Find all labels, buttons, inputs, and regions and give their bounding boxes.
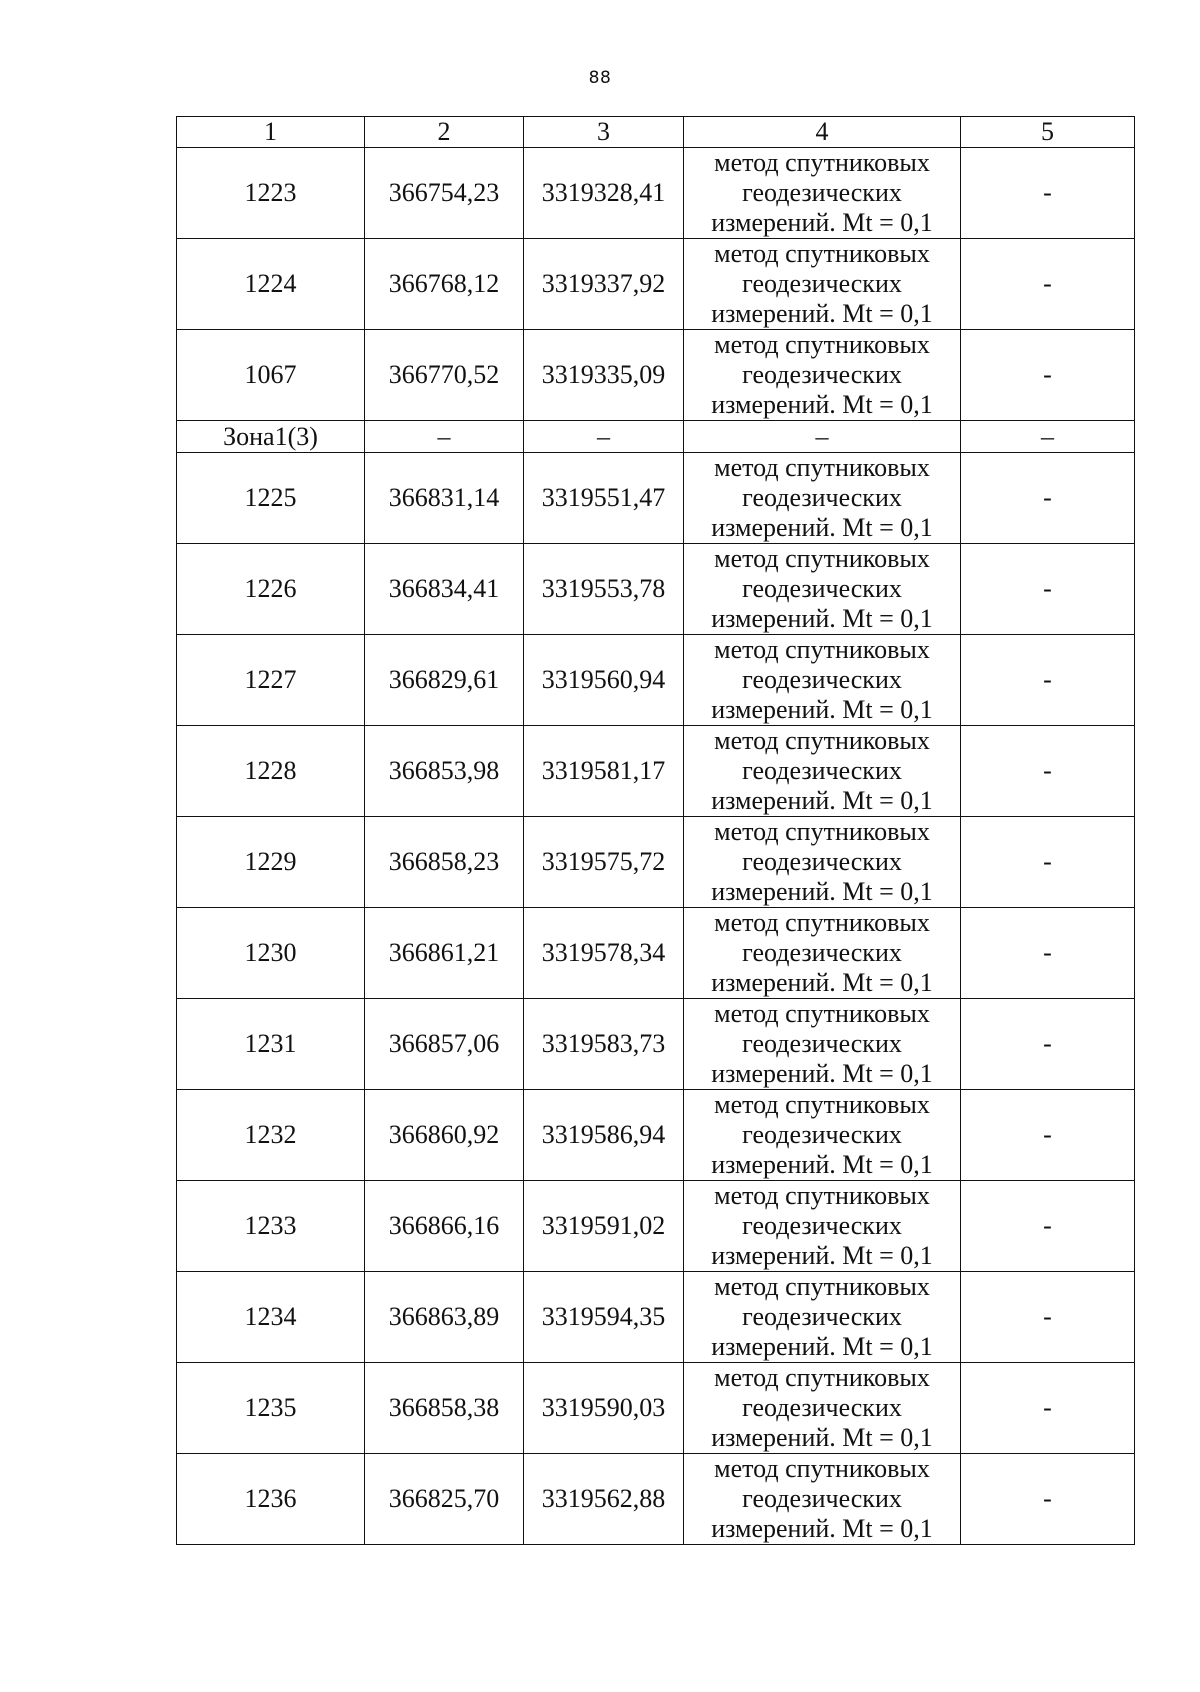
header-row xyxy=(177,117,1135,148)
description-cell: - xyxy=(961,1181,1135,1272)
table-row xyxy=(177,1454,1135,1545)
description-cell: - xyxy=(961,1272,1135,1363)
description-cell: - xyxy=(961,330,1135,421)
point-number-cell: 1232 xyxy=(177,1090,365,1181)
method-cell: метод спутниковых геодезических измерений. Mt = 0,1 xyxy=(684,1181,961,1272)
x-coordinate-cell: 366866,16 xyxy=(365,1181,524,1272)
method-cell: метод спутниковых геодезических измерений. Mt = 0,1 xyxy=(684,1363,961,1454)
description-cell: - xyxy=(961,1090,1135,1181)
description-cell: - xyxy=(961,635,1135,726)
x-coordinate-cell: 366858,38 xyxy=(365,1363,524,1454)
x-coordinate-cell: 366857,06 xyxy=(365,999,524,1090)
point-number-cell: 1233 xyxy=(177,1181,365,1272)
point-number-cell: 1067 xyxy=(177,330,365,421)
y-coordinate-cell: 3319590,03 xyxy=(524,1363,684,1454)
method-cell: метод спутниковых геодезических измерений. Mt = 0,1 xyxy=(684,1090,961,1181)
table-row xyxy=(177,544,1135,635)
method-cell: метод спутниковых геодезических измерений. Mt = 0,1 xyxy=(684,817,961,908)
description-cell: - xyxy=(961,544,1135,635)
x-coordinate-cell: 366831,14 xyxy=(365,453,524,544)
coordinates-table xyxy=(176,116,1135,1545)
table-row xyxy=(177,999,1135,1090)
point-number-cell: 1235 xyxy=(177,1363,365,1454)
y-coordinate-cell: 3319328,41 xyxy=(524,148,684,239)
point-number-cell: 1234 xyxy=(177,1272,365,1363)
table-row xyxy=(177,1363,1135,1454)
method-cell: метод спутниковых геодезических измерений. Mt = 0,1 xyxy=(684,148,961,239)
y-coordinate-cell: 3319594,35 xyxy=(524,1272,684,1363)
x-coordinate-cell: 366861,21 xyxy=(365,908,524,999)
description-cell: - xyxy=(961,726,1135,817)
table-row xyxy=(177,726,1135,817)
method-cell: метод спутниковых геодезических измерений. Mt = 0,1 xyxy=(684,544,961,635)
table-body xyxy=(177,148,1135,1545)
method-cell: метод спутниковых геодезических измерений. Mt = 0,1 xyxy=(684,330,961,421)
description-cell: - xyxy=(961,148,1135,239)
x-coordinate-cell: 366770,52 xyxy=(365,330,524,421)
y-coordinate-cell: 3319553,78 xyxy=(524,544,684,635)
description-cell: - xyxy=(961,908,1135,999)
point-number-cell: 1236 xyxy=(177,1454,365,1545)
method-cell: метод спутниковых геодезических измерений. Mt = 0,1 xyxy=(684,908,961,999)
y-coordinate-cell: 3319560,94 xyxy=(524,635,684,726)
table-row xyxy=(177,635,1135,726)
x-coordinate-cell: 366858,23 xyxy=(365,817,524,908)
method-cell: – xyxy=(684,421,961,453)
page-number: 88 xyxy=(588,68,612,88)
y-coordinate-cell: 3319581,17 xyxy=(524,726,684,817)
y-coordinate-cell: 3319562,88 xyxy=(524,1454,684,1545)
x-coordinate-cell: 366754,23 xyxy=(365,148,524,239)
y-coordinate-cell: 3319578,34 xyxy=(524,908,684,999)
point-number-cell: 1227 xyxy=(177,635,365,726)
table-row xyxy=(177,239,1135,330)
table-row xyxy=(177,1090,1135,1181)
point-number-cell: 1230 xyxy=(177,908,365,999)
description-cell: - xyxy=(961,1454,1135,1545)
column-header-method: 4 xyxy=(684,117,961,148)
column-header-y: 3 xyxy=(524,117,684,148)
method-cell: метод спутниковых геодезических измерений. Mt = 0,1 xyxy=(684,635,961,726)
y-coordinate-cell: 3319575,72 xyxy=(524,817,684,908)
description-cell: - xyxy=(961,817,1135,908)
table-header xyxy=(177,117,1135,148)
point-number-cell: 1228 xyxy=(177,726,365,817)
column-header-x: 2 xyxy=(365,117,524,148)
y-coordinate-cell: 3319337,92 xyxy=(524,239,684,330)
y-coordinate-cell: – xyxy=(524,421,684,453)
point-number-cell: 1229 xyxy=(177,817,365,908)
table-row xyxy=(177,330,1135,421)
point-number-cell: Зона1(3) xyxy=(177,421,365,453)
table-row xyxy=(177,1181,1135,1272)
method-cell: метод спутниковых геодезических измерений. Mt = 0,1 xyxy=(684,726,961,817)
point-number-cell: 1223 xyxy=(177,148,365,239)
description-cell: - xyxy=(961,999,1135,1090)
method-cell: метод спутниковых геодезических измерений. Mt = 0,1 xyxy=(684,999,961,1090)
description-cell: – xyxy=(961,421,1135,453)
description-cell: - xyxy=(961,453,1135,544)
x-coordinate-cell: 366860,92 xyxy=(365,1090,524,1181)
method-cell: метод спутниковых геодезических измерений. Mt = 0,1 xyxy=(684,239,961,330)
x-coordinate-cell: 366825,70 xyxy=(365,1454,524,1545)
description-cell: - xyxy=(961,1363,1135,1454)
y-coordinate-cell: 3319591,02 xyxy=(524,1181,684,1272)
method-cell: метод спутниковых геодезических измерений. Mt = 0,1 xyxy=(684,1454,961,1545)
y-coordinate-cell: 3319335,09 xyxy=(524,330,684,421)
x-coordinate-cell: 366863,89 xyxy=(365,1272,524,1363)
column-header-description: 5 xyxy=(961,117,1135,148)
method-cell: метод спутниковых геодезических измерений. Mt = 0,1 xyxy=(684,1272,961,1363)
column-header-point-number: 1 xyxy=(177,117,365,148)
table-row xyxy=(177,1272,1135,1363)
y-coordinate-cell: 3319586,94 xyxy=(524,1090,684,1181)
y-coordinate-cell: 3319583,73 xyxy=(524,999,684,1090)
zone-row xyxy=(177,421,1135,453)
table-row xyxy=(177,453,1135,544)
table-row xyxy=(177,908,1135,999)
x-coordinate-cell: 366829,61 xyxy=(365,635,524,726)
point-number-cell: 1226 xyxy=(177,544,365,635)
table-row xyxy=(177,817,1135,908)
x-coordinate-cell: 366853,98 xyxy=(365,726,524,817)
x-coordinate-cell: – xyxy=(365,421,524,453)
method-cell: метод спутниковых геодезических измерений. Mt = 0,1 xyxy=(684,453,961,544)
x-coordinate-cell: 366834,41 xyxy=(365,544,524,635)
description-cell: - xyxy=(961,239,1135,330)
x-coordinate-cell: 366768,12 xyxy=(365,239,524,330)
y-coordinate-cell: 3319551,47 xyxy=(524,453,684,544)
table-row xyxy=(177,148,1135,239)
point-number-cell: 1225 xyxy=(177,453,365,544)
point-number-cell: 1231 xyxy=(177,999,365,1090)
point-number-cell: 1224 xyxy=(177,239,365,330)
